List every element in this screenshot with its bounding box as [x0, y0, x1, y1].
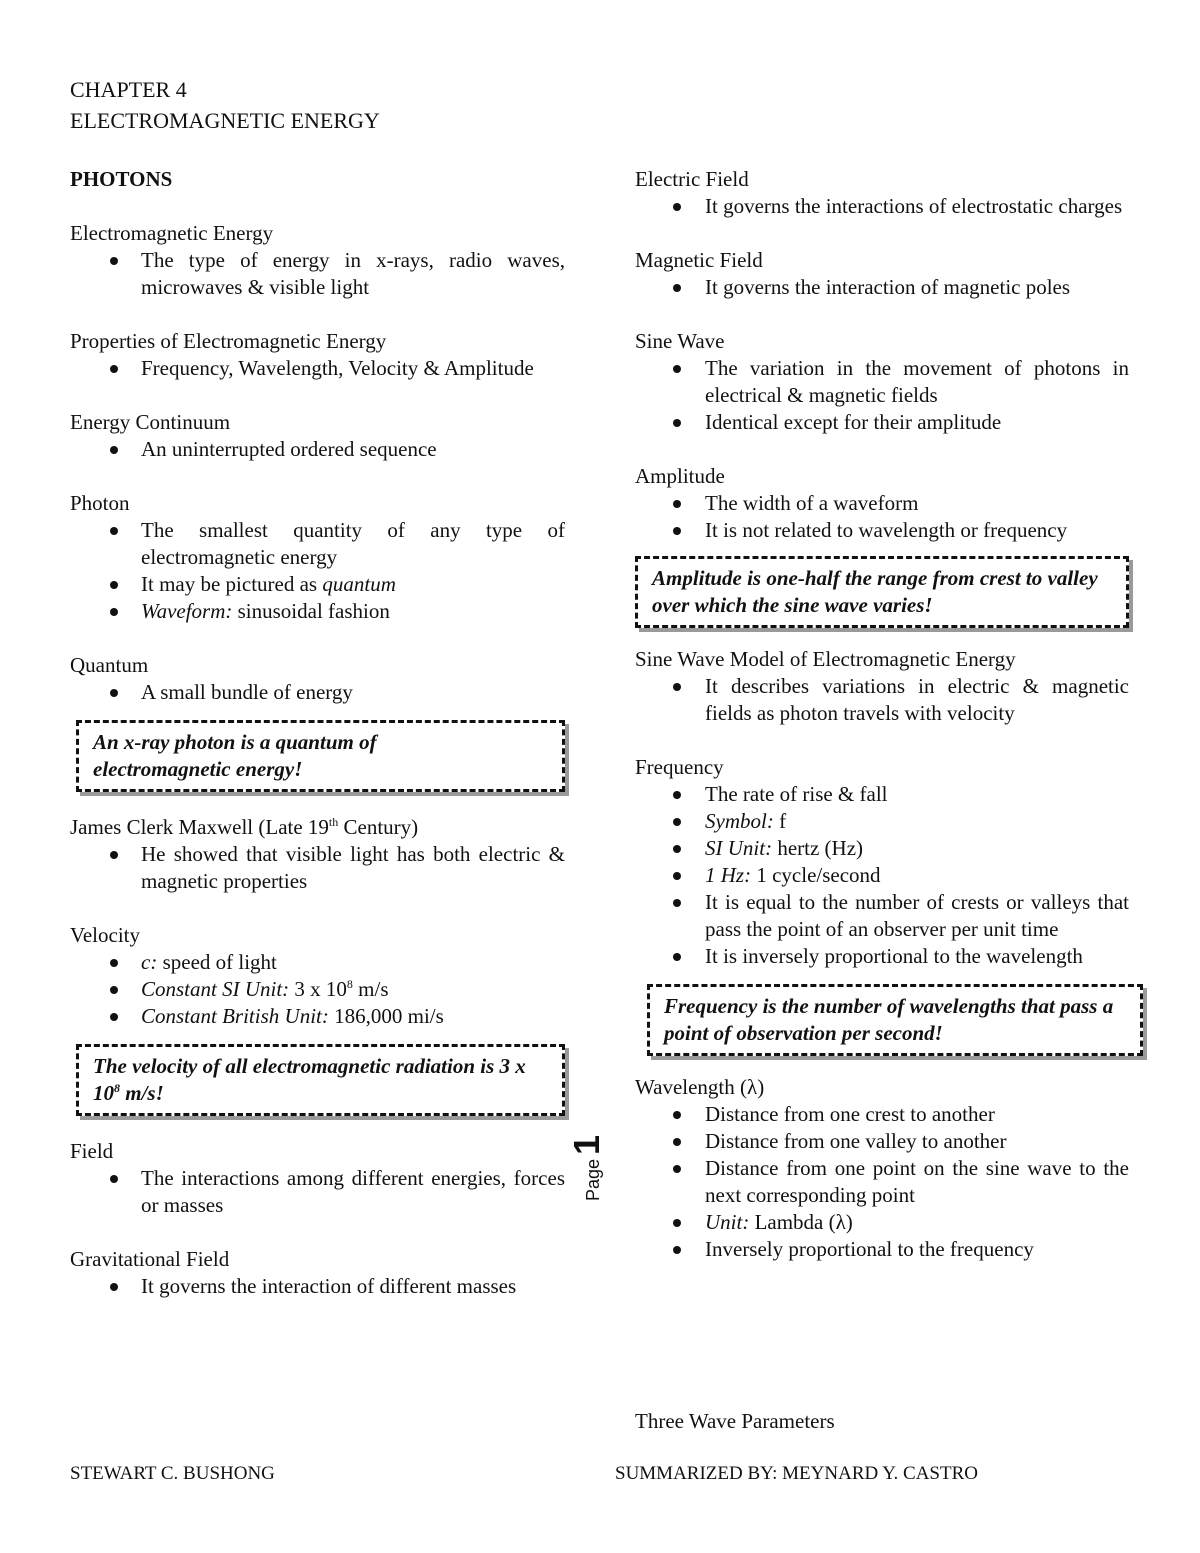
list-item [70, 949, 565, 976]
list-item: It is not related to wavelength or frequency [635, 517, 1129, 544]
section-title: Field [70, 1139, 114, 1163]
page-number [566, 1134, 653, 1202]
section-title: Properties of Electromagnetic Energy [70, 329, 387, 353]
list-item: Frequency, Wavelength, Velocity & Amplitude [70, 355, 565, 382]
item-emphasis: quantum [322, 572, 396, 596]
three-wave-parameters-heading: Three Wave Parameters [635, 1409, 835, 1433]
section-field [70, 1138, 565, 1219]
callout-text: m/s! [120, 1081, 164, 1105]
list-item: The type of energy in x-rays, radio waves, microwaves & visible light [70, 247, 565, 301]
section-gravitational [70, 1246, 565, 1300]
list-item [70, 976, 565, 1003]
section-title: Sine Wave Model of Electromagnetic Energy [635, 647, 1016, 671]
list-item: An uninterrupted ordered sequence [70, 436, 565, 463]
section-title: Amplitude [635, 464, 725, 488]
list-item [70, 598, 565, 625]
footer-summarizer: SUMMARIZED BY: MEYNARD Y. CASTRO [615, 1463, 978, 1484]
chapter-title [70, 74, 380, 136]
callout-box: An x-ray photon is a quantum of electromagnetic energy! [76, 720, 565, 792]
list-item [635, 835, 1129, 862]
list-item [70, 571, 565, 598]
item-emphasis: Symbol: [705, 809, 774, 833]
list-item: The smallest quantity of any type of electromagnetic energy [70, 517, 565, 571]
page-number-value: 1 [566, 1134, 607, 1155]
list-item: The variation in the movement of photons in electrical & magnetic fields [635, 355, 1129, 409]
item-text: speed of light [157, 950, 277, 974]
item-text: m/s [352, 977, 389, 1001]
section-title [70, 814, 565, 841]
item-emphasis: 1 Hz: [705, 863, 752, 887]
item-text: Lambda (λ) [749, 1210, 853, 1234]
list-item: Distance from one valley to another [635, 1128, 1129, 1155]
section-title: Photon [70, 491, 130, 515]
list-item: It is inversely proportional to the wavelength [635, 943, 1129, 970]
section-title: Frequency [635, 755, 724, 779]
list-item [635, 1209, 1129, 1236]
list-item [70, 1003, 565, 1030]
item-emphasis: Unit: [705, 1210, 750, 1234]
callout-text: The velocity of all electromagnetic radiation is 3 x 10 [93, 1054, 526, 1105]
title-text: Century) [338, 815, 419, 839]
list-item: It describes variations in electric & magnetic fields as photon travels with velocity [635, 673, 1129, 727]
section-quantum [70, 652, 565, 706]
section-em-energy [70, 220, 565, 301]
section-title: Magnetic Field [635, 248, 763, 272]
list-item [635, 808, 1129, 835]
left-column [70, 166, 565, 1327]
section-sine-wave [635, 328, 1129, 436]
item-text: 1 cycle/second [751, 863, 881, 887]
list-item: The width of a waveform [635, 490, 1129, 517]
item-text: sinusoidal fashion [232, 599, 390, 623]
section-title: Velocity [70, 923, 140, 947]
section-magnetic-field [635, 247, 1129, 301]
item-superscript: 8 [346, 977, 353, 991]
callout-box [76, 1044, 565, 1116]
list-item: It governs the interaction of magnetic poles [635, 274, 1129, 301]
section-photon [70, 490, 565, 625]
section-wavelength [635, 1074, 1129, 1263]
list-item: Distance from one point on the sine wave to the next corresponding point [635, 1155, 1129, 1209]
section-title: Wavelength (λ) [635, 1075, 765, 1099]
item-emphasis: c: [141, 950, 158, 974]
section-amplitude [635, 463, 1129, 544]
title-text: James Clerk Maxwell (Late 19 [70, 815, 329, 839]
list-item: The rate of rise & fall [635, 781, 1129, 808]
chapter-name: ELECTROMAGNETIC ENERGY [70, 108, 380, 133]
page-label: Page [583, 1158, 603, 1202]
title-superscript: th [328, 815, 339, 829]
list-item: It governs the interactions of electrostatic charges [635, 193, 1129, 220]
section-frequency [635, 754, 1129, 970]
callout-box: Amplitude is one-half the range from crest to valley over which the sine wave varies! [635, 556, 1129, 628]
list-item: It governs the interaction of different masses [70, 1273, 565, 1300]
callout-box: Frequency is the number of wavelengths that pass a point of observation per second! [647, 984, 1143, 1056]
list-item: It is equal to the number of crests or valleys that pass the point of an observer per unit time [635, 889, 1129, 943]
item-text: 3 x 10 [289, 977, 347, 1001]
section-properties [70, 328, 565, 382]
item-text: It may be pictured as [141, 572, 323, 596]
section-maxwell [70, 814, 565, 895]
section-title: Electric Field [635, 167, 749, 191]
section-electric-field [635, 166, 1129, 220]
section-velocity [70, 922, 565, 1030]
chapter-number: CHAPTER 4 [70, 77, 187, 102]
section-title: Energy Continuum [70, 410, 231, 434]
list-item: He showed that visible light has both electric & magnetic properties [70, 841, 565, 895]
item-emphasis: Constant British Unit: [141, 1004, 329, 1028]
list-item: A small bundle of energy [70, 679, 565, 706]
list-item: Inversely proportional to the frequency [635, 1236, 1129, 1263]
list-item: The interactions among different energies, forces or masses [70, 1165, 565, 1219]
item-emphasis: Waveform: [141, 599, 233, 623]
item-text: 186,000 mi/s [328, 1004, 444, 1028]
list-item [635, 862, 1129, 889]
section-sine-model [635, 646, 1129, 727]
right-column [635, 166, 1129, 1290]
section-title: Sine Wave [635, 329, 725, 353]
list-item: Distance from one crest to another [635, 1101, 1129, 1128]
list-item: Identical except for their amplitude [635, 409, 1129, 436]
section-title: Quantum [70, 653, 149, 677]
item-text: hertz (Hz) [772, 836, 864, 860]
callout-superscript: 8 [114, 1081, 120, 1095]
photons-heading: PHOTONS [70, 167, 173, 191]
footer-author: STEWART C. BUSHONG [70, 1463, 275, 1484]
section-title: Electromagnetic Energy [70, 221, 274, 245]
section-title: Gravitational Field [70, 1247, 230, 1271]
item-emphasis: SI Unit: [705, 836, 773, 860]
item-emphasis: Constant SI Unit: [141, 977, 290, 1001]
section-continuum [70, 409, 565, 463]
item-text: f [773, 809, 787, 833]
